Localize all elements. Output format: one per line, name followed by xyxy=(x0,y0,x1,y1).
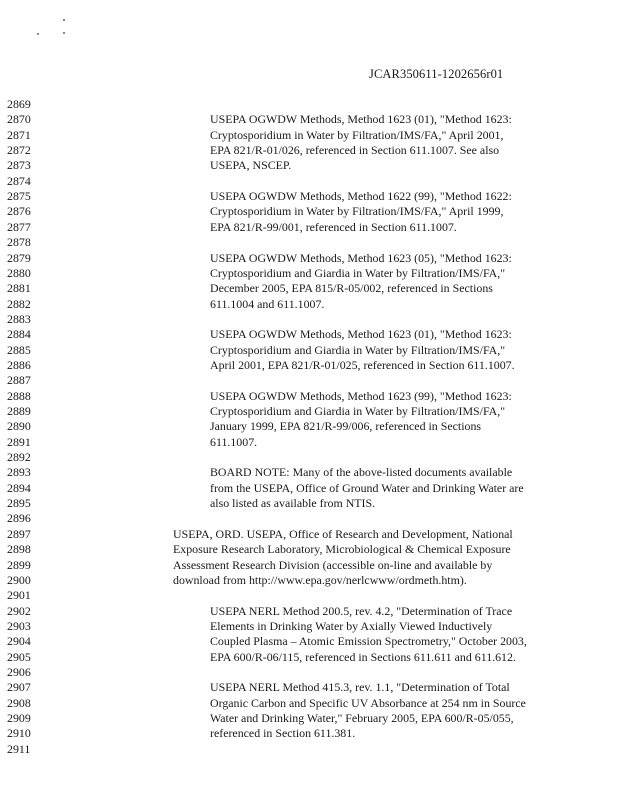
line-text: referenced in Section 611.381. xyxy=(210,726,356,741)
line-number: 2901 xyxy=(7,588,31,603)
document-line xyxy=(0,404,618,419)
document-line xyxy=(0,128,618,143)
document-line xyxy=(0,542,618,557)
line-number: 2882 xyxy=(7,296,31,311)
line-number: 2876 xyxy=(7,204,31,219)
line-number: 2907 xyxy=(7,680,31,695)
document-line xyxy=(0,174,618,189)
line-number: 2885 xyxy=(7,342,31,357)
document-line xyxy=(0,650,618,665)
line-number: 2880 xyxy=(7,265,31,280)
document-line xyxy=(0,435,618,450)
line-text: Organic Carbon and Specific UV Absorbance at 254 nm in Source xyxy=(210,695,526,710)
line-text: Coupled Plasma – Atomic Emission Spectrometry," October 2003, xyxy=(210,634,527,649)
document-line xyxy=(0,711,618,726)
line-number: 2906 xyxy=(7,664,31,679)
document-line xyxy=(0,204,618,219)
line-number: 2899 xyxy=(7,557,31,572)
document-line xyxy=(0,665,618,680)
line-number: 2902 xyxy=(7,603,31,618)
document-line xyxy=(0,496,618,511)
line-text: USEPA OGWDW Methods, Method 1623 (05), "Method 1623: xyxy=(210,250,512,265)
line-text: USEPA, NSCEP. xyxy=(210,158,292,173)
line-number: 2874 xyxy=(7,173,31,188)
document-line xyxy=(0,450,618,465)
document-line xyxy=(0,158,618,173)
document-line xyxy=(0,558,618,573)
document-line xyxy=(0,465,618,480)
scan-speck xyxy=(63,19,65,21)
document-line xyxy=(0,389,618,404)
line-text: USEPA OGWDW Methods, Method 1623 (99), "Method 1623: xyxy=(210,388,512,403)
line-text: USEPA, ORD. USEPA, Office of Research and Development, National xyxy=(173,526,513,541)
line-text: Cryptosporidium and Giardia in Water by Filtration/IMS/FA," xyxy=(210,342,506,357)
document-line xyxy=(0,112,618,127)
line-number: 2904 xyxy=(7,634,31,649)
line-number: 2877 xyxy=(7,219,31,234)
document-line xyxy=(0,573,618,588)
document-line xyxy=(0,327,618,342)
line-number: 2883 xyxy=(7,311,31,326)
line-number: 2894 xyxy=(7,480,31,495)
document-line xyxy=(0,619,618,634)
line-number: 2892 xyxy=(7,450,31,465)
line-text: EPA 821/R-01/026, referenced in Section 611.1007. See also xyxy=(210,143,500,158)
document-line xyxy=(0,220,618,235)
line-number: 2897 xyxy=(7,526,31,541)
line-number: 2908 xyxy=(7,695,31,710)
document-line xyxy=(0,343,618,358)
document-line xyxy=(0,266,618,281)
line-number: 2872 xyxy=(7,143,31,158)
line-text: January 1999, EPA 821/R-99/006, referenced in Sections xyxy=(210,419,482,434)
line-number: 2886 xyxy=(7,357,31,372)
line-number: 2910 xyxy=(7,726,31,741)
line-number: 2895 xyxy=(7,496,31,511)
line-text: Cryptosporidium in Water by Filtration/IMS/FA," April 2001, xyxy=(210,127,504,142)
document-line xyxy=(0,742,618,757)
document-line xyxy=(0,511,618,526)
line-number: 2888 xyxy=(7,388,31,403)
line-number: 2893 xyxy=(7,465,31,480)
line-text: Cryptosporidium in Water by Filtration/IMS/FA," April 1999, xyxy=(210,204,504,219)
line-text: Cryptosporidium and Giardia in Water by Filtration/IMS/FA," xyxy=(210,265,506,280)
line-number: 2903 xyxy=(7,618,31,633)
line-text: April 2001, EPA 821/R-01/025, referenced in Section 611.1007. xyxy=(210,357,515,372)
line-number: 2890 xyxy=(7,419,31,434)
document-header-code: JCAR350611-1202656r01 xyxy=(369,67,504,81)
document-line xyxy=(0,281,618,296)
document-line xyxy=(0,634,618,649)
line-text: 611.1004 and 611.1007. xyxy=(210,296,325,311)
document-line xyxy=(0,251,618,266)
line-text: USEPA OGWDW Methods, Method 1623 (01), "Method 1623: xyxy=(210,112,512,127)
line-text: USEPA NERL Method 415.3, rev. 1.1, "Determination of Total xyxy=(210,680,510,695)
line-text: USEPA OGWDW Methods, Method 1623 (01), "Method 1623: xyxy=(210,327,512,342)
line-text: Water and Drinking Water," February 2005, EPA 600/R-05/055, xyxy=(210,711,514,725)
document-line xyxy=(0,696,618,711)
document-line xyxy=(0,527,618,542)
line-text: Elements in Drinking Water by Axially Viewed Inductively xyxy=(210,618,493,633)
line-number: 2898 xyxy=(7,542,31,557)
line-number: 2878 xyxy=(7,235,31,250)
line-text: from the USEPA, Office of Ground Water and Drinking Water are xyxy=(210,480,524,495)
line-number: 2909 xyxy=(7,711,31,725)
document-line xyxy=(0,235,618,250)
document-line xyxy=(0,143,618,158)
line-number: 2871 xyxy=(7,127,31,142)
line-number: 2891 xyxy=(7,434,31,449)
line-number: 2869 xyxy=(7,97,31,111)
line-text: 611.1007. xyxy=(210,434,258,449)
document-line xyxy=(0,726,618,741)
line-text: USEPA NERL Method 200.5, rev. 4.2, "Determination of Trace xyxy=(210,603,513,618)
line-number: 2884 xyxy=(7,327,31,342)
document-line xyxy=(0,680,618,695)
line-text: December 2005, EPA 815/R-05/002, referenced in Sections xyxy=(210,281,493,296)
document-line xyxy=(0,358,618,373)
document-line xyxy=(0,189,618,204)
line-number: 2879 xyxy=(7,250,31,265)
line-number: 2900 xyxy=(7,572,31,587)
document-line xyxy=(0,297,618,312)
document-line xyxy=(0,373,618,388)
line-number: 2911 xyxy=(7,741,31,756)
document-line xyxy=(0,312,618,327)
document-line xyxy=(0,481,618,496)
document-line xyxy=(0,604,618,619)
document-line xyxy=(0,97,618,112)
line-text: EPA 600/R-06/115, referenced in Sections 611.611 and 611.612. xyxy=(210,649,516,664)
line-text: Exposure Research Laboratory, Microbiological & Chemical Exposure xyxy=(173,542,511,557)
document-line xyxy=(0,588,618,603)
line-text: BOARD NOTE: Many of the above-listed documents available xyxy=(210,465,513,480)
line-text: Cryptosporidium and Giardia in Water by Filtration/IMS/FA," xyxy=(210,404,506,418)
line-number: 2889 xyxy=(7,404,31,418)
line-number: 2887 xyxy=(7,373,31,388)
scan-speck xyxy=(63,32,65,34)
document-line xyxy=(0,419,618,434)
line-text: USEPA OGWDW Methods, Method 1622 (99), "Method 1622: xyxy=(210,189,512,204)
scan-speck xyxy=(37,33,39,35)
line-number: 2905 xyxy=(7,649,31,664)
line-text: download from http://www.epa.gov/nerlcwww/ordmeth.htm). xyxy=(173,572,467,587)
line-number: 2896 xyxy=(7,511,31,526)
line-text: also listed as available from NTIS. xyxy=(210,496,376,511)
line-text: EPA 821/R-99/001, referenced in Section 611.1007. xyxy=(210,219,457,234)
line-number: 2875 xyxy=(7,189,31,204)
line-number: 2881 xyxy=(7,281,31,296)
line-number: 2873 xyxy=(7,158,31,173)
line-text: Assessment Research Division (accessible on-line and available by xyxy=(173,557,493,572)
line-number: 2870 xyxy=(7,112,31,127)
